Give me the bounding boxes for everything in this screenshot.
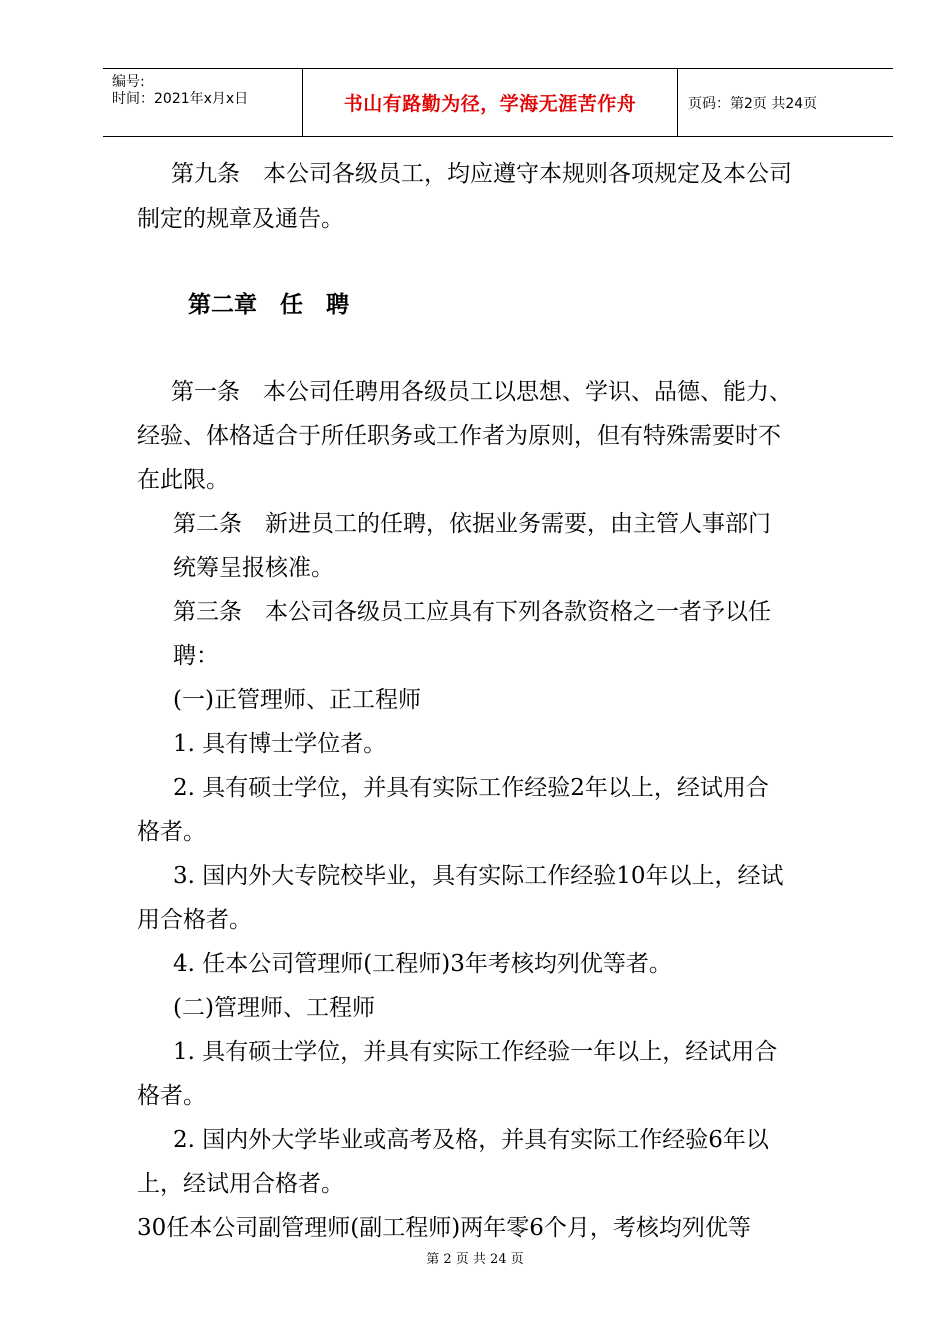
page-info: 页码：第2页 共24页 xyxy=(688,95,818,112)
list-item: 2. 具有硕士学位，并具有实际工作经验2年以上，经试用合 xyxy=(173,775,769,801)
list-item-continuation: 格者。 xyxy=(137,1083,206,1109)
list-item-continuation: 格者。 xyxy=(137,819,206,845)
list-item: 1. 具有硕士学位，并具有实际工作经验一年以上，经试用合 xyxy=(173,1039,778,1065)
chapter-heading: 第二章 任 聘 xyxy=(188,291,349,318)
list-item: 3. 国内外大专院校毕业，具有实际工作经验10年以上，经试 xyxy=(173,863,784,889)
list-heading: (一)正管理师、正工程师 xyxy=(173,687,421,713)
paragraph-line: 在此限。 xyxy=(137,467,229,493)
header-meta-cell xyxy=(103,69,303,136)
paragraph-line: 第二条 新进员工的任聘，依据业务需要，由主管人事部门 xyxy=(173,511,771,537)
list-item: 30任本公司副管理师(副工程师)两年零6个月，考核均列优等 xyxy=(137,1215,751,1241)
list-item: 4. 任本公司管理师(工程师)3年考核均列优等者。 xyxy=(173,951,672,977)
paragraph-line: 统筹呈报核准。 xyxy=(173,555,334,581)
paragraph-line: 制定的规章及通告。 xyxy=(137,206,344,232)
header-motto-cell xyxy=(303,69,678,136)
page-header xyxy=(103,68,893,137)
paragraph-line: 经验、体格适合于所任职务或工作者为原则，但有特殊需要时不 xyxy=(137,423,781,449)
document-number-label: 编号: xyxy=(112,74,145,90)
page-footer: 第 2 页 共 24 页 xyxy=(426,1252,524,1267)
list-item-continuation: 用合格者。 xyxy=(137,907,252,933)
list-item: 2. 国内外大学毕业或高考及格，并具有实际工作经验6年以 xyxy=(173,1127,769,1153)
list-item: 1. 具有博士学位者。 xyxy=(173,731,387,757)
motto-text: 书山有路勤为径，学海无涯苦作舟 xyxy=(343,93,637,115)
list-item-continuation: 上，经试用合格者。 xyxy=(137,1171,344,1197)
list-heading: (二)管理师、工程师 xyxy=(173,995,375,1021)
document-time-label: 时间：2021年x月x日 xyxy=(112,91,249,107)
paragraph-line: 第一条 本公司任聘用各级员工以思想、学识、品德、能力、 xyxy=(171,379,792,405)
header-page-cell xyxy=(678,69,893,136)
paragraph-line: 第三条 本公司各级员工应具有下列各款资格之一者予以任 xyxy=(173,599,771,625)
paragraph-line: 第九条 本公司各级员工，均应遵守本规则各项规定及本公司 xyxy=(171,161,792,187)
paragraph-line: 聘： xyxy=(173,643,219,669)
